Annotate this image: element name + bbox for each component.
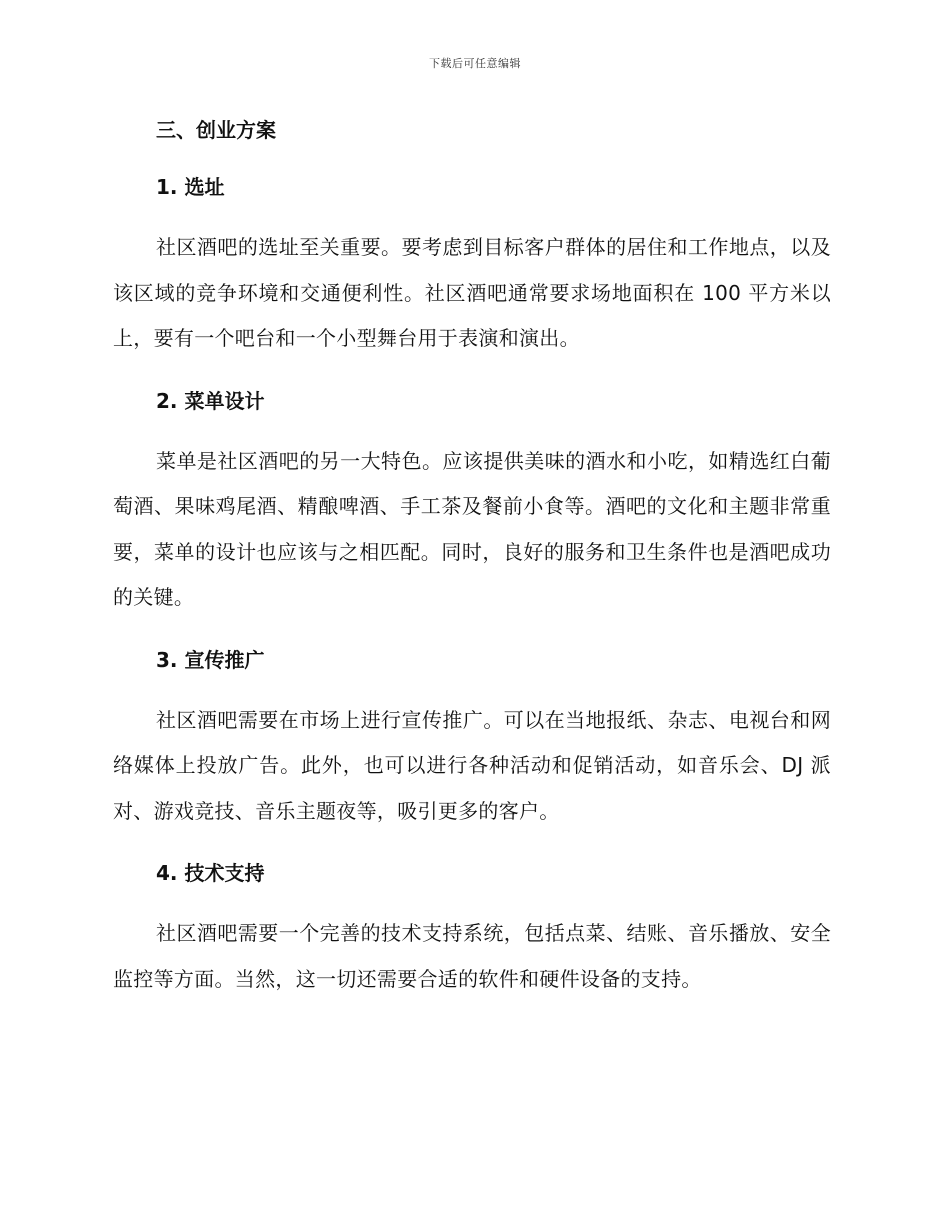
heading-menu-design: 2. 菜单设计 <box>156 388 265 413</box>
heading-tech-support: 4. 技术支持 <box>156 861 265 885</box>
paragraph-menu-design: 菜单是社区酒吧的另一大特色。应该提供美味的酒水和小吃，如精选红白葡萄酒、果味鸡尾酒、精酿啤酒、手工茶及餐前小食等。酒吧的文化和主题非常重要，菜单的设计也应该与之相匹配。同时，良好的服务和卫生条件也是酒吧成功的关键。 <box>113 448 831 609</box>
heading-promotion: 3. 宣传推广 <box>156 647 265 672</box>
section-title: 三、创业方案 <box>156 118 276 142</box>
heading-site-selection: 1. 选址 <box>156 175 225 199</box>
document-body <box>113 112 831 1002</box>
paragraph-site-selection: 社区酒吧的选址至关重要。要考虑到目标客户群体的居住和工作地点，以及该区域的竞争环境和交通便利性。社区酒吧通常要求场地面积在 100 平方米以上，要有一个吧台和一个小型舞台用于表演和演出。 <box>113 235 831 350</box>
paragraph-tech-support: 社区酒吧需要一个完善的技术支持系统，包括点菜、结账、音乐播放、安全监控等方面。当然，这一切还需要合适的软件和硬件设备的支持。 <box>113 921 831 991</box>
paragraph-promotion: 社区酒吧需要在市场上进行宣传推广。可以在当地报纸、杂志、电视台和网络媒体上投放广告。此外，也可以进行各种活动和促销活动，如音乐会、DJ 派对、游戏竞技、音乐主题夜等，吸引更多的客户。 <box>113 707 831 823</box>
header-note: 下载后可任意编辑 <box>429 57 521 70</box>
